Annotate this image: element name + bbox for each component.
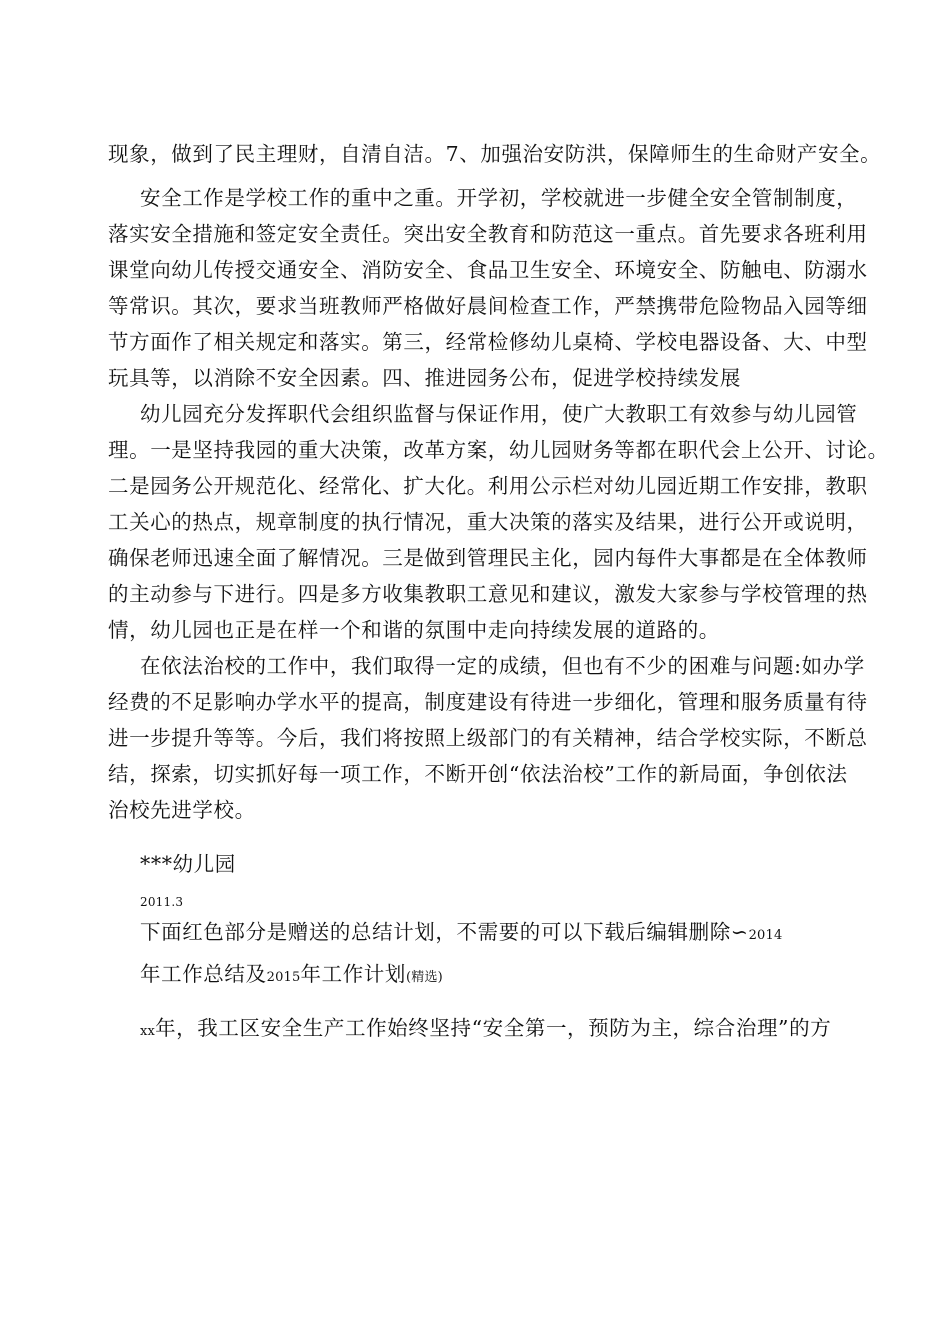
final-line <box>140 1012 831 1048</box>
paragraph-2-line-4: 等常识。其次，要求当班教师严格做好晨间检查工作，严禁携带危险物品入园等细 <box>108 294 868 318</box>
paragraph-3-line-5: 确保老师迅速全面了解情况。三是做到管理民主化，园内每件大事都是在全体教师 <box>108 546 868 570</box>
final-line-text: 年，我工区安全生产工作始终坚持“安全第一，预防为主，综合治理”的方 <box>155 1016 832 1040</box>
paragraph-3-line-6: 的主动参与下进行。四是多方收集教职工意见和建议，激发大家参与学校管理的热 <box>108 582 868 606</box>
notice-line-1-text: 下面红色部分是赠送的总结计划，不需要的可以下载后编辑删除∽ <box>140 920 749 944</box>
paragraph-4-line-1: 在依法治校的工作中，我们取得一定的成绩，但也有不少的困难与问题:如办学 <box>140 654 865 678</box>
paragraph-2-line-5: 节方面作了相关规定和落实。第三，经常检修幼儿桌椅、学校电器设备、大、中型 <box>108 330 868 354</box>
notice-line-2 <box>140 958 443 994</box>
notice-line-1 <box>140 916 782 952</box>
paragraph-3-line-3: 二是园务公开规范化、经常化、扩大化。利用公示栏对幼儿园近期工作安排，教职 <box>108 474 868 498</box>
signature-org: ***幼儿园 <box>140 852 236 876</box>
paragraph-3-line-4: 工关心的热点，规章制度的执行情况，重大决策的落实及结果，进行公开或说明， <box>108 510 868 534</box>
final-line-prefix: xx <box>140 1024 156 1039</box>
paragraph-4-line-5: 治校先进学校。 <box>108 798 256 822</box>
notice-line-1-year: 2014 <box>748 928 783 943</box>
notice-line-2-lead: 年工作总结及 <box>140 962 267 986</box>
notice-line-2-year: 2015 <box>266 970 301 985</box>
paragraph-2-line-1: 安全工作是学校工作的重中之重。开学初，学校就进一步健全安全管制制度， <box>140 186 858 210</box>
paragraph-3-line-1: 幼儿园充分发挥职代会组织监督与保证作用，使广大教职工有效参与幼儿园管 <box>140 402 858 426</box>
paragraph-1-line-1: 现象，做到了民主理财，自清自洁。7、加强治安防洪，保障师生的生命财产安全。 <box>108 142 882 166</box>
paragraph-2-line-6: 玩具等，以消除不安全因素。四、推进园务公布，促进学校持续发展 <box>108 366 741 390</box>
paragraph-2-line-2: 落实安全措施和签定安全责任。突出安全教育和防范这一重点。首先要求各班利用 <box>108 222 868 246</box>
signature-date: 2011.3 <box>140 895 184 909</box>
paragraph-3-line-7: 情，幼儿园也正是在样一个和谐的氛围中走向持续发展的道路的。 <box>108 618 720 642</box>
paragraph-4-line-3: 进一步提升等等。今后，我们将按照上级部门的有关精神，结合学校实际，不断总 <box>108 726 868 750</box>
notice-line-2-suffix: (精选) <box>406 970 443 985</box>
paragraph-3-line-2: 理。一是坚持我园的重大决策，改革方案，幼儿园财务等都在职代会上公开、讨论。 <box>108 438 889 462</box>
paragraph-4-line-2: 经费的不足影响办学水平的提高，制度建设有待进一步细化，管理和服务质量有待 <box>108 690 868 714</box>
paragraph-2-line-3: 课堂向幼儿传授交通安全、消防安全、食品卫生安全、环境安全、防触电、防溺水 <box>108 258 868 282</box>
paragraph-4-line-4: 结，探索，切实抓好每一项工作，不断开创“依法治校”工作的新局面，争创依法 <box>108 762 848 786</box>
notice-line-2-text: 年工作计划 <box>300 962 406 986</box>
